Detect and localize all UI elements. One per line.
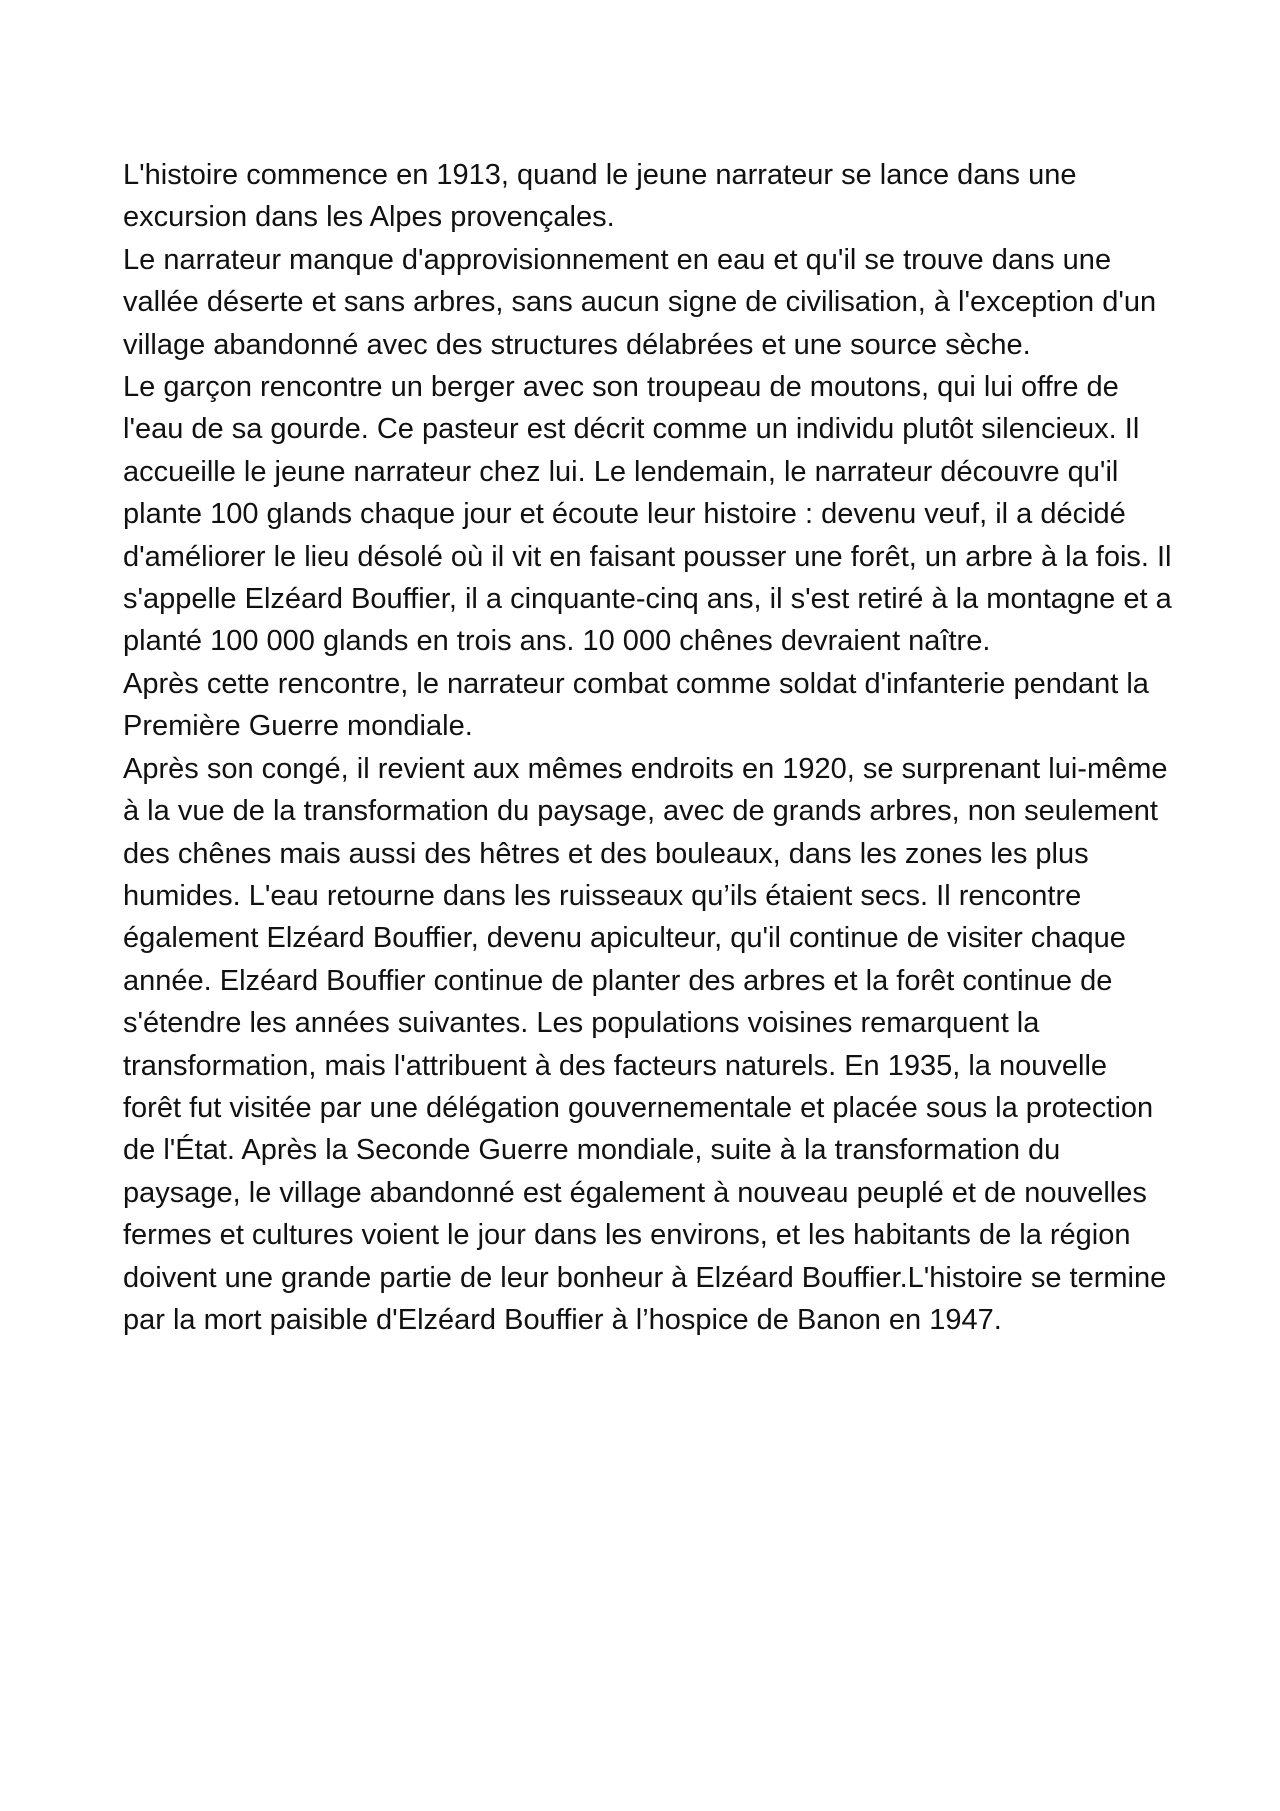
paragraph-3: Le garçon rencontre un berger avec son troupeau de moutons, qui lui offre de l'eau de sa gourde. Ce pasteur est décrit comme un individu plutôt silencieux. Il accueille le jeune narrateur chez lui. Le lendemain, le narrateur découvre qu'il plante 100 glands chaque jour et écoute leur histoire : devenu veuf, il a décidé d'améliorer le lieu désolé où il vit en faisant pousser une forêt, un arbre à la fois. Il s'appelle Elzéard Bouffier, il a cinquante-cinq ans, il s'est retiré à la montagne et a planté 100 000 glands en trois ans. 10 000 chênes devraient naître. [123, 371, 1172, 658]
paragraph-1: L'histoire commence en 1913, quand le jeune narrateur se lance dans une excursion dans les Alpes provençales. [123, 159, 1077, 234]
paragraph-5: Après son congé, il revient aux mêmes endroits en 1920, se surprenant lui-même à la vue de la transformation du paysage, avec de grands arbres, non seulement des chênes mais aussi des hêtres et des bouleaux, dans les zones les plus humides. L'eau retourne dans les ruisseaux qu’ils étaient secs. Il rencontre également Elzéard Bouffier, devenu apiculteur, qu'il continue de visiter chaque année. Elzéard Bouffier continue de planter des arbres et la forêt continue de s'étendre les années suivantes. Les populations voisines remarquent la transformation, mais l'attribuent à des facteurs naturels. En 1935, la nouvelle forêt fut visitée par une délégation gouvernementale et placée sous la protection de l'État. Après la Seconde Guerre mondiale, suite à la transformation du paysage, le village abandonné est également à nouveau peuplé et de nouvelles fermes et cultures voient le jour dans les environs, et les habitants de la région doivent une grande partie de leur bonheur à Elzéard Bouffier.L'histoire se termine par la mort paisible d'Elzéard Bouffier à l’hospice de Banon en 1947. [123, 752, 1168, 1336]
document-body [123, 154, 1173, 1341]
paragraph-4: Après cette rencontre, le narrateur combat comme soldat d'infanterie pendant la Première Guerre mondiale. [123, 667, 1149, 743]
paragraph-2: Le narrateur manque d'approvisionnement en eau et qu'il se trouve dans une vallée déserte et sans arbres, sans aucun signe de civilisation, à l'exception d'un village abandonné avec des structures délabrées et une source sèche. [123, 243, 1157, 361]
